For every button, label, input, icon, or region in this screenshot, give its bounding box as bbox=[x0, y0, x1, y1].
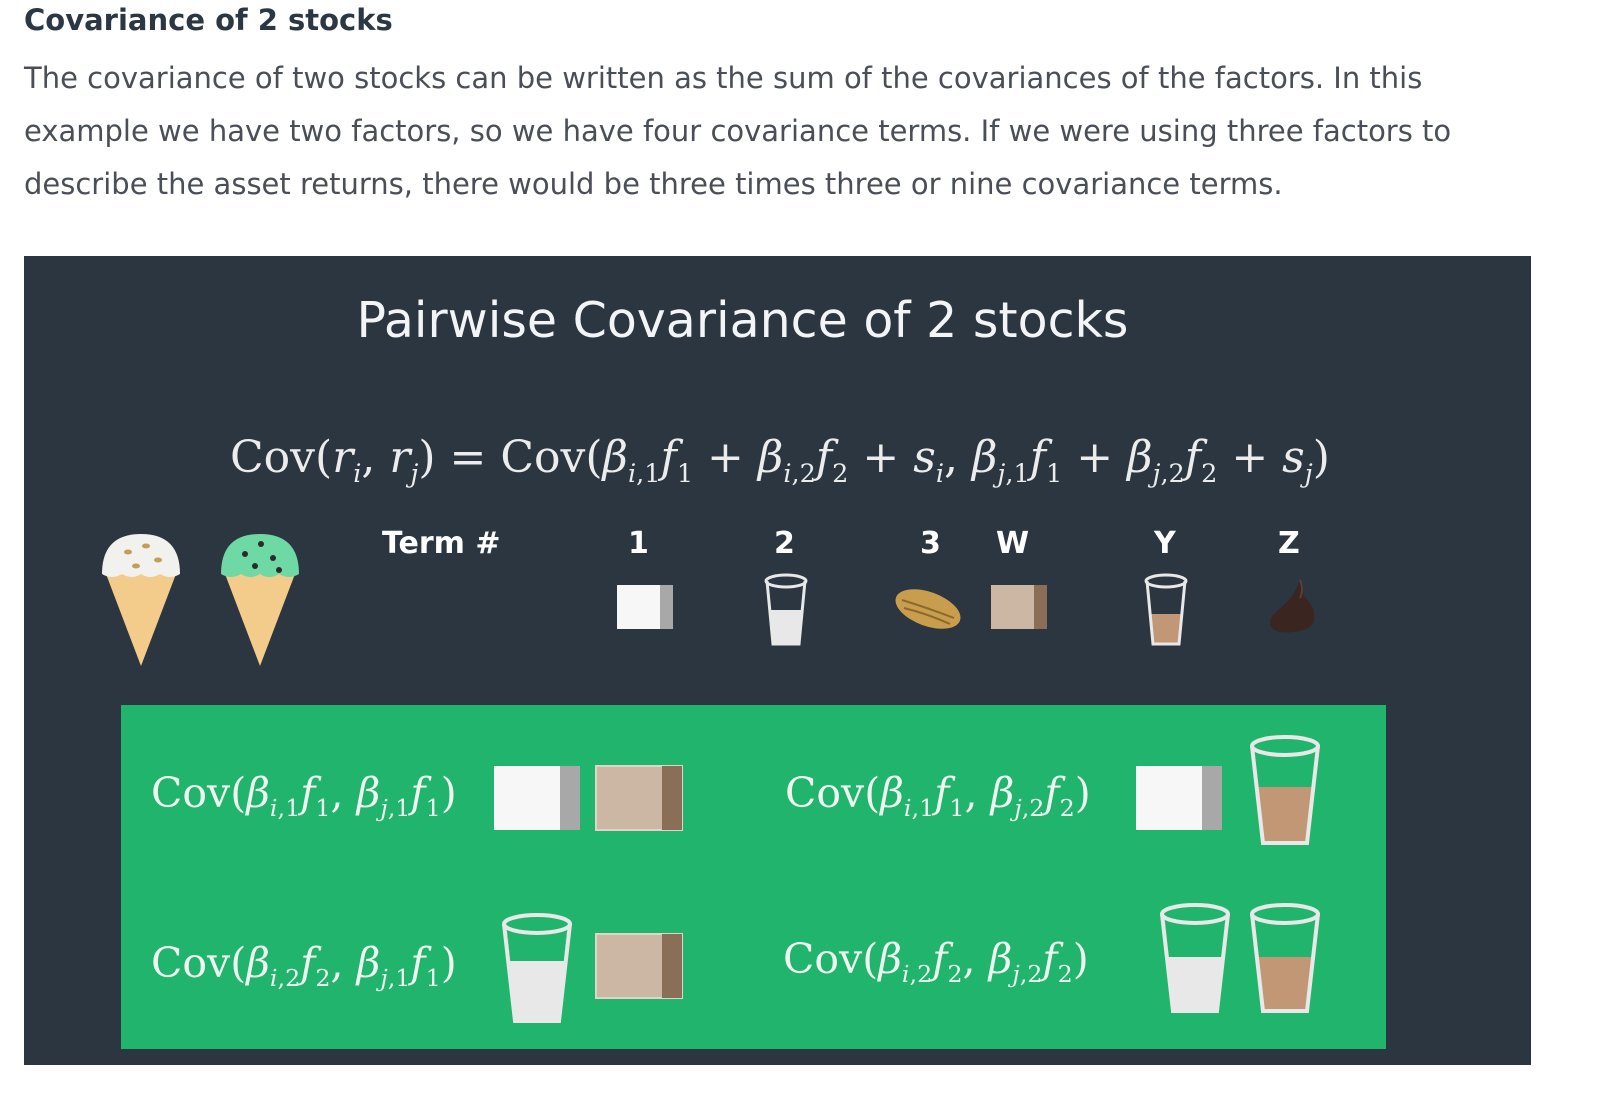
column-label-3: 3 bbox=[920, 526, 941, 561]
cov-term-12: $Cov(\beta_{i,1}f_1$, $\beta_{j,2}f_2$) bbox=[785, 769, 1091, 823]
coffee-glass-icon bbox=[1142, 572, 1190, 648]
sugar-cube-icon bbox=[1135, 765, 1223, 831]
sugar-cube-icon bbox=[616, 584, 674, 630]
column-label-2: 2 bbox=[774, 526, 795, 561]
column-label-z: Z bbox=[1278, 526, 1300, 561]
column-label-1: 1 bbox=[628, 526, 649, 561]
cov-term-22: $Cov(\beta_{i,2}f_2$, $\beta_{j,2}f_2$) bbox=[783, 935, 1089, 989]
cov-term-11: $Cov(\beta_{i,1}f_1$, $\beta_{j,1}f_1$) bbox=[151, 769, 457, 823]
milk-glass-icon bbox=[499, 911, 575, 1025]
milk-glass-icon bbox=[1157, 901, 1233, 1015]
tea-box-icon bbox=[990, 584, 1048, 630]
figure-title: Pairwise Covariance of 2 stocks bbox=[356, 292, 1129, 349]
main-covariance-equation: $Cov(r_i$, $r_j) = Cov(\beta_{i,1}f_1 + \beta_{i,2}f_2 + s_i$, $\beta_{j,1}f_1 + \beta_{j,2}f_2 + s_j$) bbox=[230, 432, 1330, 489]
tea-box-icon bbox=[595, 765, 683, 831]
cov-term-21: $Cov(\beta_{i,2}f_2$, $\beta_{j,1}f_1$) bbox=[151, 939, 457, 993]
covariance-terms-panel bbox=[121, 705, 1386, 1049]
milk-glass-icon bbox=[762, 572, 810, 648]
intro-paragraph: The covariance of two stocks can be written as the sum of the covariances of the factors. In this example we have two factors, so we have four covariance terms. If we were using three factors to describe the asset returns, there would be three times three or nine covariance terms. bbox=[24, 61, 1452, 201]
almond-icon bbox=[892, 582, 964, 636]
sugar-cube-icon bbox=[493, 765, 581, 831]
coffee-glass-icon bbox=[1247, 733, 1323, 847]
column-label-w: W bbox=[996, 526, 1030, 561]
mint-cone-icon bbox=[219, 530, 301, 668]
vanilla-cone-icon bbox=[100, 530, 182, 668]
coffee-glass-icon bbox=[1247, 901, 1323, 1015]
chocolate-chip-icon bbox=[1264, 578, 1318, 634]
page-heading: Covariance of 2 stocks bbox=[24, 3, 393, 37]
covariance-figure bbox=[24, 256, 1531, 1065]
column-label-y: Y bbox=[1154, 526, 1176, 561]
tea-box-icon bbox=[595, 933, 683, 999]
term-label: Term # bbox=[382, 526, 501, 561]
